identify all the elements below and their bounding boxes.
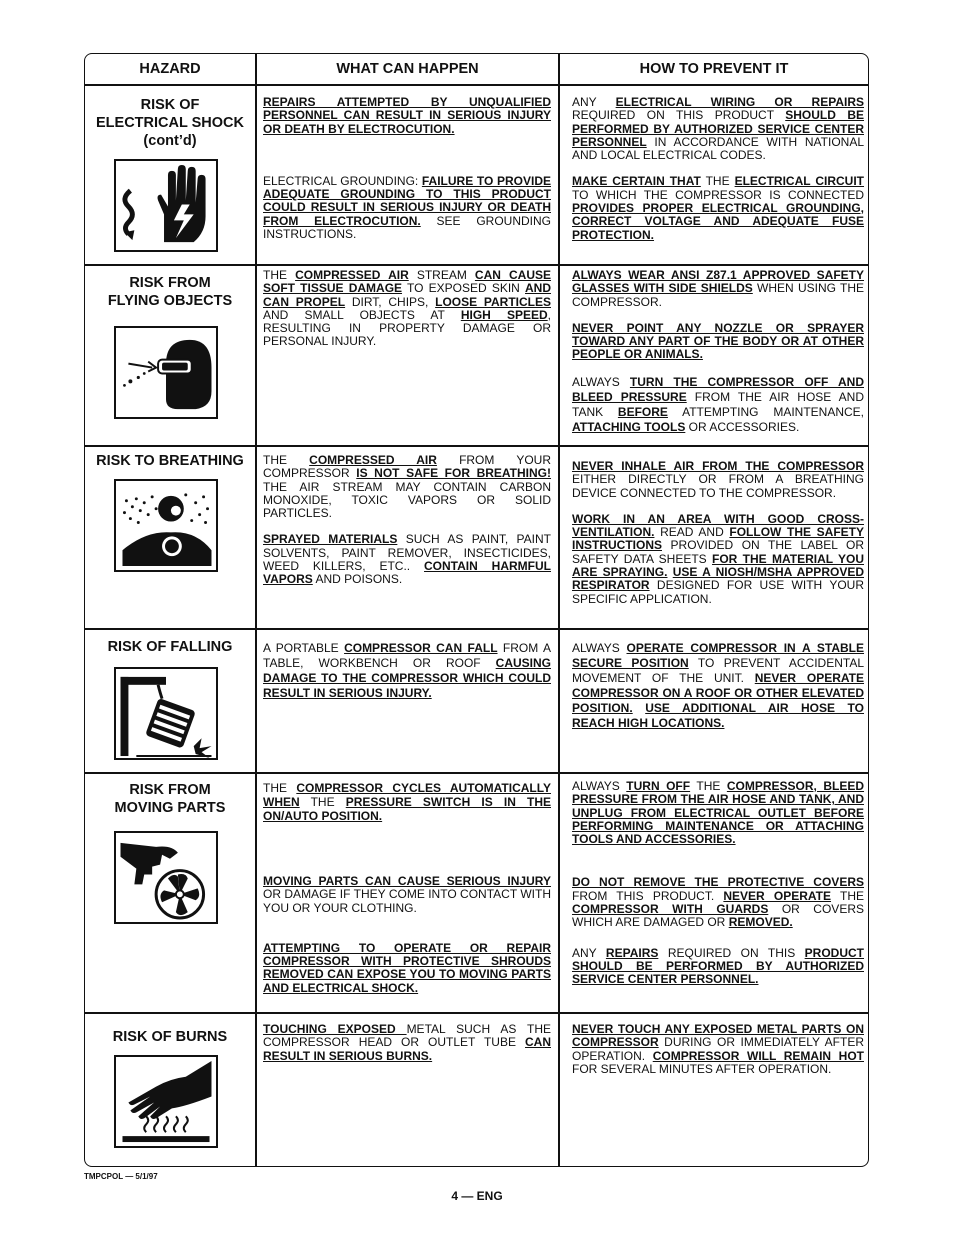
emphasis-text: CAN CAUSE SOFT TISSUE DAMAGE bbox=[263, 268, 552, 296]
emphasis-text: COMPRESSOR CAN FALL bbox=[344, 641, 498, 655]
emphasis-text: REPAIRS ATTEMPTED BY UNQUALIFIED PERSONNEL CAN RESULT IN SERIOUS INJURY OR DEATH BY ELECTROCUTION. bbox=[263, 95, 551, 136]
emphasis-text: TOUCHING EXPOSED bbox=[263, 1022, 407, 1036]
emphasis-text: NEVER OPERATE bbox=[723, 888, 832, 903]
emphasis-text: HIGH SPEED bbox=[460, 307, 548, 322]
paragraph: DO NOT REMOVE THE PROTECTIVE COVERS FROM THIS PRODUCT. NEVER OPERATE THE COMPRESSOR WITH GUARDS OR COVERS WHICH ARE DAMAGED OR REMOVED. bbox=[572, 875, 864, 930]
row-divider bbox=[85, 84, 868, 86]
paragraph: WORK IN AN AREA WITH GOOD CROSS-VENTILATION. READ AND FOLLOW THE SAFETY INSTRUCTIONS PROVIDED ON THE LABEL OR SAFETY DATA SHEETS FOR THE MATERIAL YOU ARE SPRAYING. USE A NIOSH/MSHA APPROVED RESPIRATOR DESIGNED FOR USE WITH YOUR SPECIFIC APPLICATION. bbox=[572, 511, 864, 606]
paragraph: ANY REPAIRS REQUIRED ON THIS PRODUCT SHOULD BE PERFORMED BY AUTHORIZED SERVICE CENTER PERSONNEL. bbox=[572, 945, 864, 987]
emphasis-text: CAN RESULT IN SERIOUS BURNS. bbox=[263, 1035, 551, 1063]
emphasis-text: COMPRESSOR WILL REMAIN HOT bbox=[652, 1048, 864, 1063]
row-divider bbox=[85, 628, 868, 630]
emphasis-text: REMOVED. bbox=[728, 915, 793, 930]
paragraph: ALWAYS WEAR ANSI Z87.1 APPROVED SAFETY GLASSES WITH SIDE SHIELDS WHEN USING THE COMPRESSOR. bbox=[572, 268, 864, 309]
header-how-to-prevent: HOW TO PREVENT IT bbox=[639, 61, 789, 77]
what-can-happen-text bbox=[263, 781, 551, 995]
emphasis-text: ATTACHING TOOLS bbox=[572, 419, 686, 434]
header-hazard: HAZARD bbox=[139, 61, 201, 77]
emphasis-text: MOVING PARTS CAN CAUSE SERIOUS INJURY bbox=[263, 874, 551, 888]
emphasis-text: SPRAYED MATERIALS bbox=[263, 532, 398, 547]
emphasis-text: LOOSE PARTICLES bbox=[435, 294, 551, 309]
row-divider bbox=[85, 264, 868, 266]
emphasis-text: REPAIRS bbox=[605, 945, 659, 960]
paragraph: ANY ELECTRICAL WIRING OR REPAIRS REQUIRED ON THIS PRODUCT SHOULD BE PERFORMED BY AUTHORIZED SERVICE CENTER PERSONNEL IN ACCORDANCE WITH NATIONAL AND LOCAL ELECTRICAL CODES. bbox=[572, 95, 864, 163]
paragraph: THE COMPRESSED AIR STREAM CAN CAUSE SOFT TISSUE DAMAGE TO EXPOSED SKIN AND CAN PROPEL DIRT, CHIPS, LOOSE PARTICLES AND SMALL OBJECTS AT HIGH SPEED, RESULTING IN PROPERTY DAMAGE OR PERSONAL INJURY. bbox=[263, 268, 552, 349]
emphasis-text: DO NOT REMOVE THE PROTECTIVE COVERS bbox=[572, 875, 864, 890]
emphasis-text: FOLLOW THE SAFETY INSTRUCTIONS bbox=[572, 525, 864, 553]
header-what-can-happen: WHAT CAN HAPPEN bbox=[336, 61, 479, 77]
column-divider bbox=[558, 54, 560, 1166]
what-can-happen-text bbox=[263, 454, 551, 587]
emphasis-text: MAKE CERTAIN THAT bbox=[572, 174, 701, 189]
how-to-prevent-text bbox=[572, 96, 864, 242]
row-divider bbox=[85, 772, 868, 774]
emphasis-text: ELECTRICAL WIRING OR REPAIRS bbox=[615, 95, 864, 109]
paragraph: ELECTRICAL GROUNDING: FAILURE TO PROVIDE ADEQUATE GROUNDING TO THIS PRODUCT COULD RESULT IN SERIOUS INJURY OR DEATH FROM ELECTROCUTION. SEE GROUNDING INSTRUCTIONS. bbox=[263, 173, 551, 242]
falling-compressor-icon bbox=[114, 667, 218, 760]
emphasis-text: CAUSING DAMAGE TO THE COMPRESSOR WHICH COULD RESULT IN SERIOUS INJURY. bbox=[263, 656, 551, 700]
paragraph: ALWAYS OPERATE COMPRESSOR IN A STABLE SECURE POSITION TO PREVENT ACCIDENTAL MOVEMENT OF THE UNIT. NEVER OPERATE COMPRESSOR ON A ROOF OR OTHER ELEVATED POSITION. USE ADDITIONAL AIR HOSE TO REACH HIGH LOCATIONS. bbox=[572, 641, 865, 730]
emphasis-text: PRESSURE SWITCH IS IN THE ON/AUTO POSITION. bbox=[263, 795, 551, 823]
paragraph bbox=[263, 942, 551, 995]
emphasis-text: AND CAN PROPEL bbox=[263, 281, 551, 309]
what-can-happen-text bbox=[263, 96, 551, 241]
page-number: 4 — ENG bbox=[451, 1189, 503, 1203]
emphasis-text: ALWAYS WEAR ANSI Z87.1 APPROVED SAFETY GLASSES WITH SIDE SHIELDS bbox=[572, 268, 864, 296]
emphasis-text: OPERATE COMPRESSOR IN A STABLE SECURE POSITION bbox=[572, 641, 865, 670]
what-can-happen-text bbox=[263, 1023, 551, 1063]
paragraph: THE COMPRESSOR CYCLES AUTOMATICALLY WHEN THE PRESSURE SWITCH IS IN THE ON/AUTO POSITION. bbox=[263, 781, 551, 823]
how-to-prevent-text bbox=[572, 780, 864, 987]
emphasis-text: PRODUCT SHOULD BE PERFORMED BY AUTHORIZED SERVICE CENTER PERSONNEL. bbox=[572, 945, 864, 987]
electric-hand-icon bbox=[114, 159, 218, 252]
how-to-prevent-text bbox=[572, 1023, 864, 1076]
emphasis-text: CONTAIN HARMFUL VAPORS bbox=[263, 559, 551, 587]
paragraph: NEVER TOUCH ANY EXPOSED METAL PARTS ON COMPRESSOR DURING OR IMMEDIATELY AFTER OPERATION. COMPRESSOR WILL REMAIN HOT FOR SEVERAL MINUTES AFTER OPERATION. bbox=[572, 1022, 864, 1076]
hand-fan-moving-parts-icon bbox=[114, 831, 218, 924]
emphasis-text: TURN THE COMPRESSOR OFF AND BLEED PRESSURE bbox=[572, 374, 864, 404]
emphasis-text: ELECTRICAL CIRCUIT bbox=[734, 174, 865, 189]
emphasis-text: USE ADDITIONAL AIR HOSE TO REACH HIGH LOCATIONS. bbox=[572, 701, 864, 730]
emphasis-text: COMPRESSED AIR bbox=[295, 268, 409, 282]
paragraph: ALWAYS TURN OFF THE COMPRESSOR, BLEED PRESSURE FROM THE AIR HOSE AND TANK, AND UNPLUG FROM ELECTRICAL OUTLET BEFORE PERFORMING MAINTENANCE OR ATTACHING TOOLS AND ACCESSORIES. bbox=[572, 779, 865, 847]
emphasis-text: NEVER TOUCH ANY EXPOSED METAL PARTS ON COMPRESSOR bbox=[572, 1022, 864, 1050]
hazard-name: RISK OF ELECTRICAL SHOCK (cont’d) bbox=[96, 97, 244, 149]
emphasis-text: COMPRESSED AIR bbox=[309, 453, 437, 467]
document-code: TMPCPOL — 5/1/97 bbox=[84, 1172, 158, 1181]
paragraph bbox=[263, 96, 551, 136]
emphasis-text: WORK IN AN AREA WITH GOOD CROSS-VENTILATION. bbox=[572, 511, 864, 540]
emphasis-text: NEVER INHALE AIR FROM THE COMPRESSOR bbox=[572, 459, 864, 473]
paragraph: A PORTABLE COMPRESSOR CAN FALL FROM A TABLE, WORKBENCH OR ROOF CAUSING DAMAGE TO THE COMPRESSOR WHICH COULD RESULT IN SERIOUS INJURY. bbox=[263, 641, 551, 700]
what-can-happen-text bbox=[263, 269, 551, 349]
how-to-prevent-text bbox=[572, 641, 864, 731]
hot-surface-hand-icon bbox=[114, 1055, 218, 1148]
what-can-happen-text bbox=[263, 641, 551, 701]
hazard-name: RISK FROM FLYING OBJECTS bbox=[107, 275, 233, 309]
how-to-prevent-text bbox=[572, 269, 864, 435]
respirator-breathing-icon bbox=[114, 479, 218, 572]
row-divider bbox=[85, 445, 868, 447]
flying-objects-goggles-icon bbox=[114, 326, 218, 419]
emphasis-text: ATTEMPTING TO OPERATE OR REPAIR COMPRESSOR WITH PROTECTIVE SHROUDS REMOVED CAN EXPOSE YOU TO MOVING PARTS AND ELECTRICAL SHOCK. bbox=[263, 940, 551, 995]
emphasis-text: COMPRESSOR WITH GUARDS bbox=[572, 902, 769, 917]
emphasis-text: PROVIDES PROPER ELECTRICAL GROUNDING, CORRECT VOLTAGE AND ADEQUATE FUSE PROTECTION. bbox=[572, 201, 864, 242]
emphasis-text: IS NOT SAFE FOR BREATHING! bbox=[356, 466, 552, 481]
how-to-prevent-text bbox=[572, 460, 864, 606]
emphasis-text: TURN OFF bbox=[626, 779, 691, 793]
emphasis-text: BEFORE bbox=[617, 404, 668, 419]
row-divider bbox=[85, 1012, 868, 1014]
emphasis-text: COMPRESSOR, BLEED PRESSURE FROM THE AIR HOSE AND TANK, AND UNPLUG FROM ELECTRICAL OUTLET BEFORE PERFORMING MAINTENANCE OR ATTACHING TOOLS AND ACCESSORIES. bbox=[572, 779, 865, 847]
hazard-name: RISK FROM MOVING PARTS bbox=[114, 782, 226, 816]
paragraph bbox=[572, 322, 864, 362]
emphasis-text: NEVER POINT ANY NOZZLE OR SPRAYER TOWARD ANY PART OF THE BODY OR AT OTHER PEOPLE OR ANIMALS. bbox=[572, 320, 864, 362]
paragraph: TOUCHING EXPOSED METAL SUCH AS THE COMPRESSOR HEAD OR OUTLET TUBE CAN RESULT IN SERIOUS BURNS. bbox=[263, 1022, 551, 1063]
emphasis-text: NEVER OPERATE COMPRESSOR ON A ROOF OR OTHER ELEVATED POSITION. bbox=[572, 671, 865, 715]
emphasis-text: FAILURE TO PROVIDE ADEQUATE GROUNDING TO THIS PRODUCT COULD RESULT IN SERIOUS INJURY OR DEATH FROM ELECTROCUTION. bbox=[263, 173, 551, 228]
paragraph: THE COMPRESSED AIR FROM YOUR COMPRESSOR IS NOT SAFE FOR BREATHING! THE AIR STREAM MAY CONTAIN CARBON MONOXIDE, TOXIC VAPORS OR SOLID PARTICLES. bbox=[263, 453, 552, 521]
emphasis-text: USE A NIOSH/MSHA APPROVED RESPIRATOR bbox=[572, 565, 864, 593]
paragraph: NEVER INHALE AIR FROM THE COMPRESSOR EITHER DIRECTLY OR FROM A BREATHING DEVICE CONNECTED TO THE COMPRESSOR. bbox=[572, 459, 864, 500]
paragraph: ALWAYS TURN THE COMPRESSOR OFF AND BLEED PRESSURE FROM THE AIR HOSE AND TANK BEFORE ATTEMPTING MAINTENANCE, ATTACHING TOOLS OR ACCESSORIES. bbox=[572, 374, 864, 434]
paragraph: MOVING PARTS CAN CAUSE SERIOUS INJURY OR DAMAGE IF THEY COME INTO CONTACT WITH YOU OR YOUR CLOTHING. bbox=[263, 874, 551, 915]
emphasis-text: COMPRESSOR CYCLES AUTOMATICALLY WHEN bbox=[263, 781, 551, 809]
emphasis-text: FOR THE MATERIAL YOU ARE SPRAYING. bbox=[572, 551, 864, 580]
hazard-table bbox=[84, 53, 869, 1167]
paragraph: SPRAYED MATERIALS SUCH AS PAINT, PAINT SOLVENTS, PAINT REMOVER, INSECTICIDES, WEED KILLERS, ETC.. CONTAIN HARMFUL VAPORS AND POISONS. bbox=[263, 532, 551, 587]
paragraph: MAKE CERTAIN THAT THE ELECTRICAL CIRCUIT TO WHICH THE COMPRESSOR IS CONNECTED PROVIDES PROPER ELECTRICAL GROUNDING, CORRECT VOLTAGE AND ADEQUATE FUSE PROTECTION. bbox=[572, 174, 865, 242]
hazard-name: RISK OF FALLING bbox=[107, 639, 233, 655]
hazard-name: RISK TO BREATHING bbox=[96, 453, 244, 469]
hazard-name: RISK OF BURNS bbox=[112, 1029, 228, 1045]
emphasis-text: SHOULD BE PERFORMED BY AUTHORIZED SERVICE CENTER PERSONNEL bbox=[572, 108, 864, 149]
column-divider bbox=[255, 54, 257, 1166]
